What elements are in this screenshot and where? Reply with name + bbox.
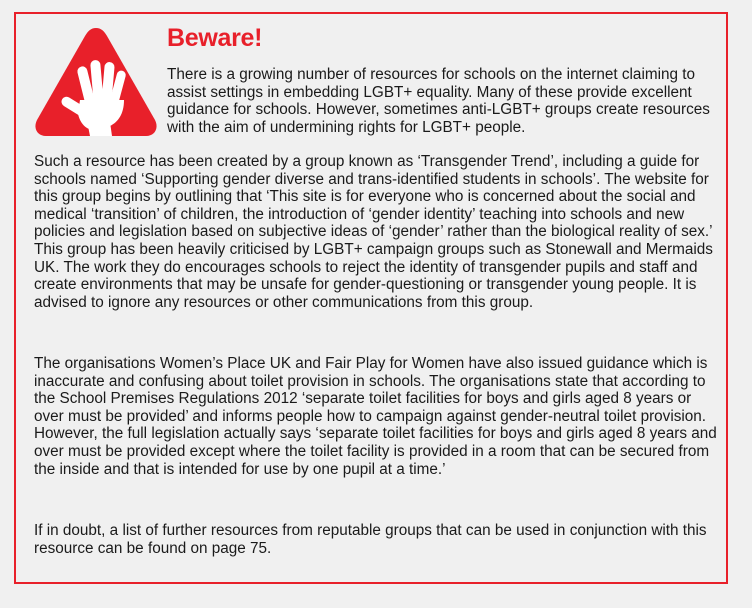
intro-paragraph: There is a growing number of resources for schools on the internet claiming to assist settings in embedding LGBT+ equality. Many of these provide excellent guidance for schools. However, sometimes anti-LGBT+ groups create resources with the aim of undermining rights for LGBT+ people. bbox=[167, 66, 710, 136]
stop-hand-warning-icon bbox=[32, 22, 160, 140]
toilet-guidance-paragraph: The organisations Women’s Place UK and Fair Play for Women have also issued guidance which is inaccurate and confusing about toilet provision in schools. The organisations state that according to the School Premises Regulations 2012 ‘separate toilet facilities for boys and girls aged 8 years or over must be provided’ and informs people how to campaign against gender-neutral toilet provision. However, the full legislation actually says ‘separate toilet facilities for boys and girls aged 8 years and over must be provided except where the toilet facility is provided in a room that can be secured from the inside and that is intended for use by one pupil at a time.’ bbox=[34, 355, 717, 478]
transgender-trend-paragraph: Such a resource has been created by a group known as ‘Transgender Trend’, including a guide for schools named ‘Supporting gender diverse and trans-identified students in schools’. The website for this group begins by outlining that ‘This site is for everyone who is concerned about the social and medical ‘transition’ of children, the introduction of ‘gender identity’ teaching into schools and new policies and legislation based on subjective ideas of ‘gender’ rather than the biological reality of sex.’ This group has been heavily criticised by LGBT+ campaign groups such as Stonewall and Mermaids UK. The work they do encourages schools to reject the identity of transgender pupils and staff and create environments that may be unsafe for gender-questioning or transgender young people. It is advised to ignore any resources or other communications from this group. bbox=[34, 153, 713, 311]
callout-heading: Beware! bbox=[167, 24, 263, 52]
further-resources-paragraph: If in doubt, a list of further resources from reputable groups that can be used in conjunction with this resource can be found on page 75. bbox=[34, 522, 707, 557]
